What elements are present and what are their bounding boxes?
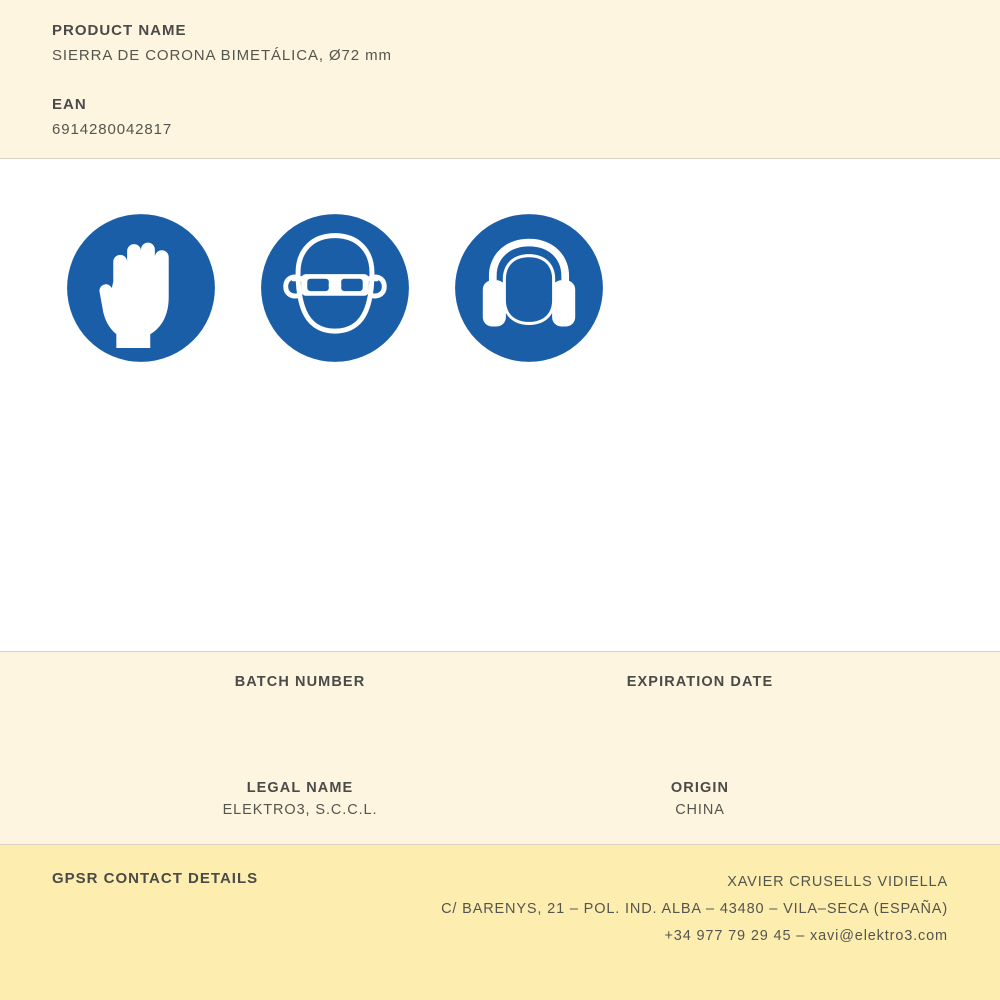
details-row-2 [0,780,1000,820]
origin-cell [500,780,900,820]
gpsr-contact-name: XAVIER CRUSELLS VIDIELLA [727,874,948,890]
legal-name-cell [100,780,500,820]
ean-value: 6914280042817 [52,121,173,138]
origin-value: CHINA [675,802,725,818]
product-name-value: SIERRA DE CORONA BIMETÁLICA, Ø72 mm [52,47,392,64]
header-block [0,0,1000,159]
gpsr-contact-label: GPSR CONTACT DETAILS [52,870,259,887]
expiration-date-value [500,696,900,714]
protective-gloves-icon [64,211,218,365]
expiration-date-cell [500,674,900,714]
ean-group [52,96,950,138]
gpsr-contact-details [441,869,948,950]
pictogram-row [64,211,948,365]
expiration-date-label: EXPIRATION DATE [626,674,774,690]
gpsr-contact-phone-email: +34 977 79 29 45 – xavi@elektro3.com [664,928,948,944]
gpsr-contact-address: C/ BARENYS, 21 – POL. IND. ALBA – 43480 – VILA–SECA (ESPAÑA) [441,901,948,917]
details-row-1 [0,674,1000,714]
ear-protection-icon [452,211,606,365]
origin-label: ORIGIN [670,780,730,796]
product-name-group [52,22,950,64]
details-block [0,651,1000,845]
batch-number-value [100,696,500,714]
pictogram-area [0,159,1000,651]
legal-name-label: LEGAL NAME [246,780,354,796]
batch-number-label: BATCH NUMBER [234,674,366,690]
batch-number-cell [100,674,500,714]
ean-label: EAN [52,96,87,113]
legal-name-value: ELEKTRO3, S.C.C.L. [222,802,378,818]
safety-goggles-icon [258,211,412,365]
gpsr-footer [0,845,1000,1000]
product-name-label: PRODUCT NAME [52,22,187,39]
